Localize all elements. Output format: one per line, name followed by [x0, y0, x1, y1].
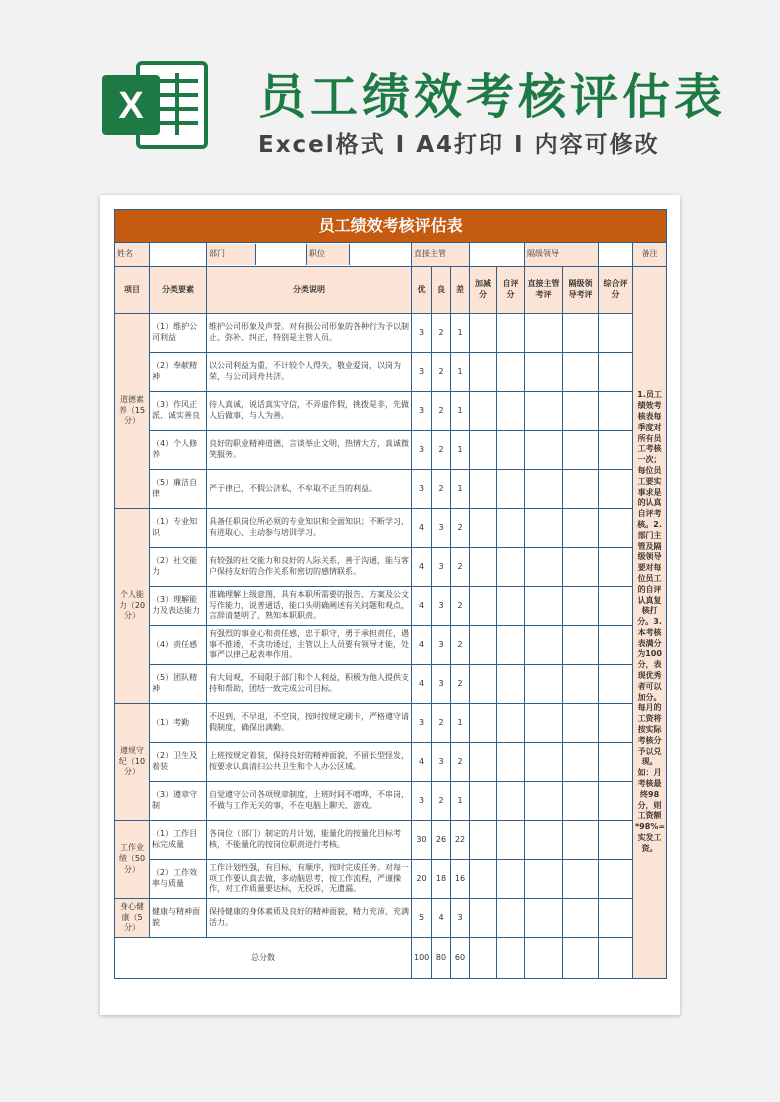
factor-cell: （2）卫生及着装 [150, 743, 207, 782]
self-score-cell[interactable] [497, 899, 525, 938]
supervisor-score-cell[interactable] [525, 509, 563, 548]
score-good: 18 [432, 860, 451, 899]
self-score-cell[interactable] [497, 626, 525, 665]
adjust-cell[interactable] [470, 509, 497, 548]
table-row [115, 353, 667, 392]
score-excellent: 4 [412, 743, 432, 782]
score-poor: 1 [451, 431, 470, 470]
table-row [115, 821, 667, 860]
skip-leader-score-cell[interactable] [563, 704, 599, 743]
supervisor-score-cell[interactable] [525, 470, 563, 509]
score-excellent: 4 [412, 626, 432, 665]
adjust-cell[interactable] [470, 314, 497, 353]
desc-cell: 具备任职岗位所必须的专业知识和全面知识；不断学习，有进取心、主动参与培训学习。 [207, 509, 412, 548]
score-good: 2 [432, 704, 451, 743]
desc-cell: 有较强的社交能力和良好的人际关系，善于沟通，能与客户保持友好的合作关系和密切的感情联系。 [207, 548, 412, 587]
score-good: 3 [432, 548, 451, 587]
overall-score-cell[interactable] [599, 548, 633, 587]
score-excellent: 4 [412, 548, 432, 587]
score-poor: 1 [451, 782, 470, 821]
spreadsheet-sheet [100, 195, 680, 1015]
info-row [115, 243, 667, 267]
supervisor-score-cell[interactable] [525, 431, 563, 470]
total-good: 80 [432, 938, 451, 979]
supervisor-score-cell[interactable] [525, 860, 563, 899]
supervisor-score-cell[interactable] [525, 314, 563, 353]
score-good: 3 [432, 509, 451, 548]
score-excellent: 4 [412, 665, 432, 704]
score-excellent: 30 [412, 821, 432, 860]
supervisor-score-cell[interactable] [525, 704, 563, 743]
table-row [115, 782, 667, 821]
total-adjust[interactable] [470, 938, 497, 979]
score-excellent: 3 [412, 704, 432, 743]
category-cell: 个人能力（20分） [115, 509, 150, 704]
skip-leader-score-cell[interactable] [563, 821, 599, 860]
self-score-cell[interactable] [497, 509, 525, 548]
table-row [115, 587, 667, 626]
table-row [115, 899, 667, 938]
evaluation-table [114, 209, 667, 979]
skip-leader-score-cell[interactable] [563, 782, 599, 821]
overall-score-cell[interactable] [599, 587, 633, 626]
header-item: 项目 [115, 267, 150, 314]
overall-score-cell[interactable] [599, 392, 633, 431]
skip-leader-label: 隔级领导 [525, 243, 599, 267]
score-poor: 1 [451, 392, 470, 431]
score-excellent: 5 [412, 899, 432, 938]
desc-cell: 有强烈的事业心和责任感，忠于职守，勇于承担责任，遇事不推诿，不贪功诿过，主管以上人员要有领导才能，处事严以律己起表率作用。 [207, 626, 412, 665]
score-poor: 16 [451, 860, 470, 899]
skip-leader-score-cell[interactable] [563, 743, 599, 782]
sheet-title: 员工绩效考核评估表 [115, 210, 667, 243]
factor-cell: （2）工作效率与质量 [150, 860, 207, 899]
score-excellent: 3 [412, 392, 432, 431]
overall-score-cell[interactable] [599, 899, 633, 938]
overall-score-cell[interactable] [599, 704, 633, 743]
header-desc: 分类说明 [207, 267, 412, 314]
desc-cell: 有大局观，不局限于部门和个人利益，积极为他人提供支持和帮助，团结一致完成公司目标。 [207, 665, 412, 704]
dept-cell[interactable] [256, 244, 307, 265]
score-poor: 1 [451, 353, 470, 392]
score-poor: 2 [451, 626, 470, 665]
banner [0, 0, 780, 190]
self-score-cell[interactable] [497, 704, 525, 743]
score-excellent: 3 [412, 782, 432, 821]
total-skip-leader[interactable] [563, 938, 599, 979]
adjust-cell[interactable] [470, 626, 497, 665]
desc-cell: 保持健康的身体素质及良好的精神面貌，精力充沛，充满活力。 [207, 899, 412, 938]
table-row [115, 470, 667, 509]
score-good: 3 [432, 587, 451, 626]
skip-leader-score-cell[interactable] [563, 470, 599, 509]
desc-cell: 自觉遵守公司各项规章制度，上班时间不嘻哗，不串岗，不做与工作无关的事，不在电脑上聊天、游戏。 [207, 782, 412, 821]
desc-cell: 以公司利益为重，不计较个人得失，敬业爱岗，以岗为荣，与公司同舟共济。 [207, 353, 412, 392]
skip-leader-score-cell[interactable] [563, 509, 599, 548]
factor-cell: （4）个人修养 [150, 431, 207, 470]
score-poor: 1 [451, 314, 470, 353]
adjust-cell[interactable] [470, 665, 497, 704]
factor-cell: （1）工作目标完成量 [150, 821, 207, 860]
score-poor: 2 [451, 587, 470, 626]
overall-score-cell[interactable] [599, 743, 633, 782]
adjust-cell[interactable] [470, 899, 497, 938]
table-row [115, 704, 667, 743]
desc-cell: 维护公司形象及声誉。对有损公司形象的各种行为予以制止、弥补、纠正，特别是主管人员。 [207, 314, 412, 353]
factor-cell: （2）社交能力 [150, 548, 207, 587]
header-poor: 差 [451, 267, 470, 314]
supervisor-score-cell[interactable] [525, 782, 563, 821]
adjust-cell[interactable] [470, 470, 497, 509]
header-row [115, 267, 667, 314]
adjust-cell[interactable] [470, 548, 497, 587]
adjust-cell[interactable] [470, 704, 497, 743]
overall-score-cell[interactable] [599, 665, 633, 704]
overall-score-cell[interactable] [599, 509, 633, 548]
overall-score-cell[interactable] [599, 860, 633, 899]
desc-cell: 准确理解上级意图，具有本职所需要的报告、方案及公文写作能力，说普通话，能口头明确阐述有关问题和观点，言辞清楚明了，熟知本职职责。 [207, 587, 412, 626]
dept-label: 部门 [207, 244, 256, 265]
overall-score-cell[interactable] [599, 470, 633, 509]
score-excellent: 4 [412, 587, 432, 626]
adjust-cell[interactable] [470, 431, 497, 470]
overall-score-cell[interactable] [599, 353, 633, 392]
score-excellent: 3 [412, 353, 432, 392]
self-score-cell[interactable] [497, 353, 525, 392]
score-excellent: 3 [412, 431, 432, 470]
total-row [115, 938, 667, 979]
adjust-cell[interactable] [470, 743, 497, 782]
score-good: 26 [432, 821, 451, 860]
desc-cell: 上班按规定着装，保持良好的精神面貌，不留长型怪发，按要求认真清扫公共卫生和个人办公区域。 [207, 743, 412, 782]
direct-supervisor-cell[interactable] [470, 243, 525, 267]
self-score-cell[interactable] [497, 782, 525, 821]
category-cell: 道德素养（15分） [115, 314, 150, 509]
factor-cell: （4）责任感 [150, 626, 207, 665]
score-excellent: 3 [412, 314, 432, 353]
desc-cell: 工作计划性强，有目标，有顺序，按时完成任务。对每一项工作要认真去做，多动脑思考，按工作流程，严谨操作，对工作质量要达标，无投诉，无遗漏。 [207, 860, 412, 899]
name-label: 姓名 [115, 243, 150, 267]
score-good: 2 [432, 314, 451, 353]
overall-score-cell[interactable] [599, 821, 633, 860]
notes-cell: 1.员工绩效考核表每季度对所有员工考核一次；每位员工要实事求是的认真自评考核。2.部门主管及隔级领导要对每位员工的自评认真复核打分。3.本考核表满分为100分，表现优秀者可以加分。每月的工资将按实际考核分予以兑现。如：月考核最终98分，则工资额*98%=实发工资。 [633, 267, 667, 979]
total-poor: 60 [451, 938, 470, 979]
skip-leader-score-cell[interactable] [563, 392, 599, 431]
supervisor-score-cell[interactable] [525, 548, 563, 587]
adjust-cell[interactable] [470, 587, 497, 626]
header-adjust: 加减分 [470, 267, 497, 314]
score-poor: 2 [451, 509, 470, 548]
supervisor-score-cell[interactable] [525, 392, 563, 431]
score-good: 3 [432, 743, 451, 782]
adjust-cell[interactable] [470, 392, 497, 431]
svg-text:X: X [118, 85, 144, 127]
total-supervisor[interactable] [525, 938, 563, 979]
header-factor: 分类要素 [150, 267, 207, 314]
table-row [115, 626, 667, 665]
adjust-cell[interactable] [470, 782, 497, 821]
score-good: 3 [432, 626, 451, 665]
name-cell[interactable] [150, 243, 207, 267]
desc-cell: 不迟到，不早退，不空岗，按时按规定刷卡，严格遵守请假制度，确保出满勤。 [207, 704, 412, 743]
self-score-cell[interactable] [497, 860, 525, 899]
supervisor-score-cell[interactable] [525, 899, 563, 938]
score-good: 3 [432, 665, 451, 704]
header-overall: 综合评分 [599, 267, 633, 314]
skip-leader-score-cell[interactable] [563, 587, 599, 626]
excel-logo-icon [100, 55, 210, 155]
header-good: 良 [432, 267, 451, 314]
table-row [115, 431, 667, 470]
total-overall[interactable] [599, 938, 633, 979]
category-cell: 遵规守纪（10分） [115, 704, 150, 821]
supervisor-score-cell[interactable] [525, 353, 563, 392]
score-good: 2 [432, 470, 451, 509]
header-self: 自评分 [497, 267, 525, 314]
header-supervisor: 直接主管考评 [525, 267, 563, 314]
table-row [115, 548, 667, 587]
skip-leader-score-cell[interactable] [563, 665, 599, 704]
direct-supervisor-label: 直接主管 [412, 243, 470, 267]
score-good: 4 [432, 899, 451, 938]
self-score-cell[interactable] [497, 470, 525, 509]
skip-leader-score-cell[interactable] [563, 899, 599, 938]
self-score-cell[interactable] [497, 431, 525, 470]
table-row [115, 743, 667, 782]
supervisor-score-cell[interactable] [525, 821, 563, 860]
overall-score-cell[interactable] [599, 626, 633, 665]
factor-cell: （1）维护公司利益 [150, 314, 207, 353]
score-good: 2 [432, 392, 451, 431]
score-poor: 3 [451, 899, 470, 938]
skip-leader-cell[interactable] [599, 243, 633, 267]
header-excellent: 优 [412, 267, 432, 314]
position-cell[interactable] [350, 244, 411, 265]
self-score-cell[interactable] [497, 314, 525, 353]
desc-cell: 待人真诚，说话真实守信，不弄虚作假，挑拨是非，先做人后做事，与人为善。 [207, 392, 412, 431]
total-self[interactable] [497, 938, 525, 979]
score-excellent: 4 [412, 509, 432, 548]
desc-cell: 各岗位（部门）制定的月计划，能量化的按量化目标考核，不能量化的按岗位职责进行考核。 [207, 821, 412, 860]
table-row [115, 509, 667, 548]
factor-cell: （5）团队精神 [150, 665, 207, 704]
score-poor: 2 [451, 743, 470, 782]
self-score-cell[interactable] [497, 821, 525, 860]
score-good: 2 [432, 431, 451, 470]
skip-leader-score-cell[interactable] [563, 314, 599, 353]
score-poor: 22 [451, 821, 470, 860]
self-score-cell[interactable] [497, 665, 525, 704]
self-score-cell[interactable] [497, 548, 525, 587]
position-label: 职位 [307, 244, 350, 265]
factor-cell: 健康与精神面貌 [150, 899, 207, 938]
factor-cell: （3）作风正派、诚实善良 [150, 392, 207, 431]
desc-cell: 严于律已，不假公济私，不牟取不正当的利益。 [207, 470, 412, 509]
score-good: 2 [432, 353, 451, 392]
factor-cell: （1）考勤 [150, 704, 207, 743]
adjust-cell[interactable] [470, 353, 497, 392]
supervisor-score-cell[interactable] [525, 587, 563, 626]
self-score-cell[interactable] [497, 392, 525, 431]
table-row [115, 665, 667, 704]
category-cell: 工作业绩（50分） [115, 821, 150, 899]
adjust-cell[interactable] [470, 860, 497, 899]
supervisor-score-cell[interactable] [525, 665, 563, 704]
score-poor: 1 [451, 470, 470, 509]
factor-cell: （5）廉洁自律 [150, 470, 207, 509]
header-skip-leader: 隔级领导考评 [563, 267, 599, 314]
table-row [115, 392, 667, 431]
skip-leader-score-cell[interactable] [563, 431, 599, 470]
table-row [115, 314, 667, 353]
table-row [115, 860, 667, 899]
score-poor: 2 [451, 548, 470, 587]
banner-title: 员工绩效考核评估表 [258, 69, 727, 125]
score-excellent: 3 [412, 470, 432, 509]
score-excellent: 20 [412, 860, 432, 899]
supervisor-score-cell[interactable] [525, 743, 563, 782]
desc-cell: 良好的职业精神道德，言谈举止文明，热情大方，真诚微笑服务。 [207, 431, 412, 470]
adjust-cell[interactable] [470, 821, 497, 860]
factor-cell: （1）专业知识 [150, 509, 207, 548]
supervisor-score-cell[interactable] [525, 626, 563, 665]
self-score-cell[interactable] [497, 587, 525, 626]
skip-leader-score-cell[interactable] [563, 353, 599, 392]
total-label: 总分数 [115, 938, 412, 979]
overall-score-cell[interactable] [599, 431, 633, 470]
skip-leader-score-cell[interactable] [563, 548, 599, 587]
self-score-cell[interactable] [497, 743, 525, 782]
factor-cell: （3）理解能力及表达能力 [150, 587, 207, 626]
skip-leader-score-cell[interactable] [563, 860, 599, 899]
total-excellent: 100 [412, 938, 432, 979]
remarks-label: 备注 [633, 243, 667, 267]
dept-label-cell [207, 243, 412, 267]
skip-leader-score-cell[interactable] [563, 626, 599, 665]
score-poor: 1 [451, 704, 470, 743]
overall-score-cell[interactable] [599, 314, 633, 353]
banner-subtitle: Excel格式 I A4打印 I 内容可修改 [258, 132, 660, 158]
score-good: 2 [432, 782, 451, 821]
score-poor: 2 [451, 665, 470, 704]
factor-cell: （3）遵章守制 [150, 782, 207, 821]
category-cell: 身心健康（5分） [115, 899, 150, 938]
overall-score-cell[interactable] [599, 782, 633, 821]
factor-cell: （2）奉献精神 [150, 353, 207, 392]
